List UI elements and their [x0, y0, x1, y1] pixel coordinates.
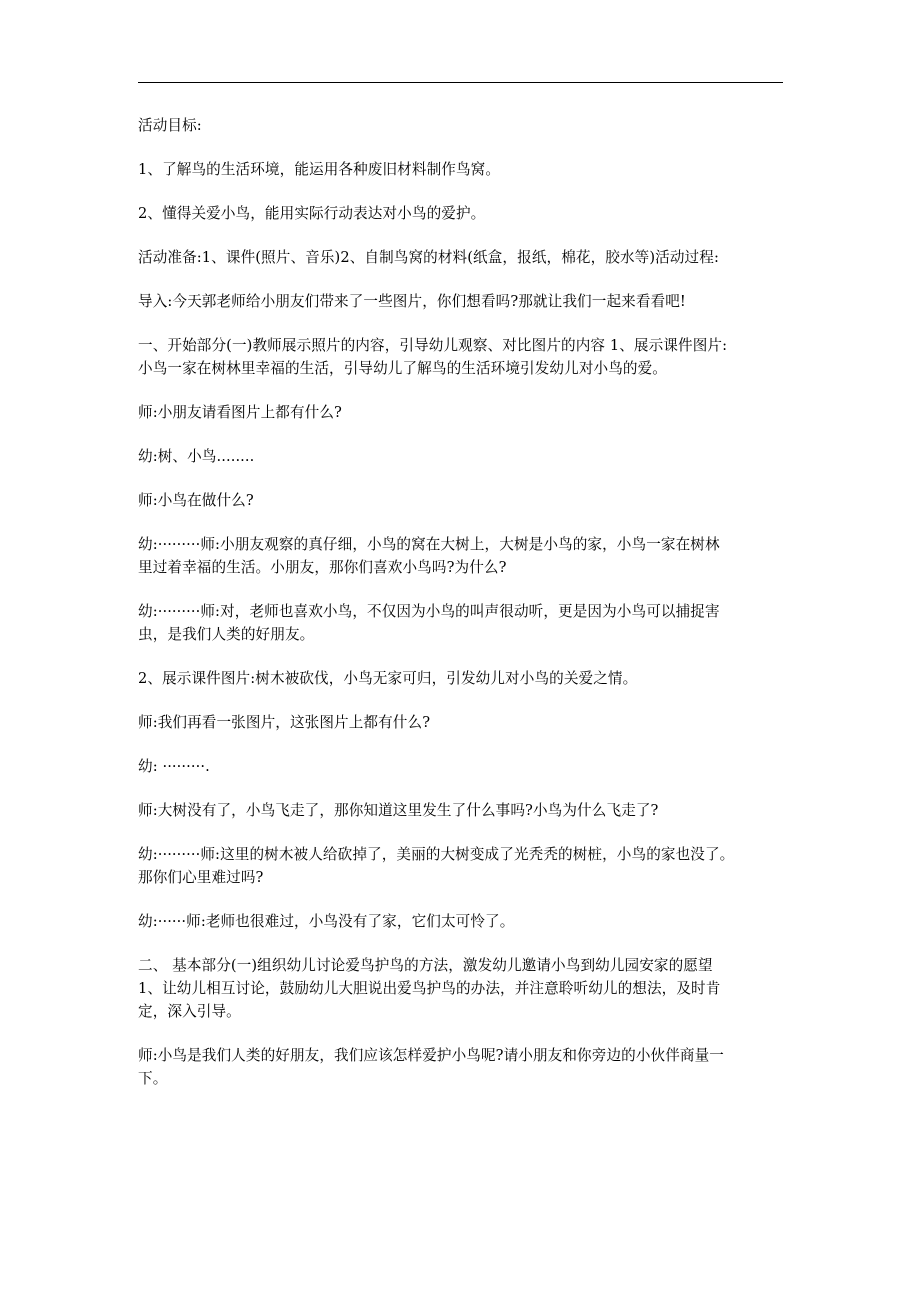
paragraph	[138, 334, 786, 380]
paragraph	[138, 202, 786, 225]
paragraph	[138, 489, 786, 512]
paragraph-line: 二、 基本部分(一)组织幼儿讨论爱鸟护鸟的方法，激发幼儿邀请小鸟到幼儿园安家的愿望	[138, 957, 713, 974]
paragraph-line: 导入:今天郭老师给小朋友们带来了一些图片，你们想看吗?那就让我们一起来看看吧!	[138, 293, 686, 310]
document-body	[138, 114, 786, 1111]
paragraph-line: 幼: ·········.	[138, 758, 210, 775]
paragraph-line: 幼:·········师:小朋友观察的真仔细，小鸟的窝在大树上，大树是小鸟的家，小鸟一家在树林	[138, 536, 720, 553]
paragraph	[138, 910, 786, 933]
paragraph	[138, 246, 786, 269]
header-rule	[138, 82, 783, 83]
paragraph-line: 虫，是我们人类的好朋友。	[138, 626, 315, 643]
paragraph	[138, 600, 786, 646]
paragraph-line: 幼:······师:老师也很难过，小鸟没有了家，它们太可怜了。	[138, 913, 515, 930]
paragraph-line: 师:我们再看一张图片，这张图片上都有什么?	[138, 714, 431, 731]
paragraph	[138, 843, 786, 889]
paragraph	[138, 401, 786, 424]
paragraph-line: 小鸟一家在树林里幸福的生活，引导幼儿了解鸟的生活环境引发幼儿对小鸟的爱。	[138, 360, 667, 377]
paragraph-line: 师:小鸟是我们人类的好朋友，我们应该怎样爱护小鸟呢?请小朋友和你旁边的小伙伴商量一	[138, 1047, 725, 1064]
paragraph-line: 1、了解鸟的生活环境，能运用各种废旧材料制作鸟窝。	[138, 161, 501, 178]
paragraph-line: 幼:·········师:对，老师也喜欢小鸟，不仅因为小鸟的叫声很动听，更是因为小鸟可以捕捉害	[138, 603, 720, 620]
paragraph-line: 师:小鸟在做什么?	[138, 492, 254, 509]
paragraph-line: 活动目标:	[138, 117, 202, 134]
paragraph	[138, 158, 786, 181]
paragraph	[138, 711, 786, 734]
paragraph-line: 下。	[138, 1070, 168, 1087]
paragraph-line: 师:小朋友请看图片上都有什么?	[138, 404, 342, 421]
paragraph-line: 里过着幸福的生活。小朋友，那你们喜欢小鸟吗?为什么?	[138, 559, 507, 576]
paragraph	[138, 755, 786, 778]
paragraph	[138, 533, 786, 579]
paragraph	[138, 114, 786, 137]
paragraph-line: 师:大树没有了，小鸟飞走了，那你知道这里发生了什么事吗?小鸟为什么飞走了?	[138, 802, 659, 819]
paragraph-line: 幼:树、小鸟........	[138, 448, 255, 465]
paragraph-line: 定，深入引导。	[138, 1003, 241, 1020]
paragraph	[138, 445, 786, 468]
paragraph-line: 活动准备:1、课件(照片、音乐)2、自制鸟窝的材料(纸盒，报纸，棉花，胶水等)活动过程:	[138, 249, 719, 266]
paragraph	[138, 290, 786, 313]
paragraph-line: 2、展示课件图片:树木被砍伐，小鸟无家可归，引发幼儿对小鸟的关爱之情。	[138, 670, 638, 687]
paragraph-line: 2、懂得关爱小鸟，能用实际行动表达对小鸟的爱护。	[138, 205, 486, 222]
paragraph-line: 一、开始部分(一)教师展示照片的内容，引导幼儿观察、对比图片的内容 1、展示课件图片:	[138, 337, 728, 354]
paragraph-line: 那你们心里难过吗?	[138, 869, 264, 886]
paragraph	[138, 954, 786, 1023]
paragraph	[138, 1044, 786, 1090]
paragraph	[138, 667, 786, 690]
paragraph	[138, 799, 786, 822]
paragraph-line: 幼:·········师:这里的树木被人给砍掉了，美丽的大树变成了光秃秃的树桩，小鸟的家也没了。	[138, 846, 735, 863]
paragraph-line: 1、让幼儿相互讨论，鼓励幼儿大胆说出爱鸟护鸟的办法，并注意聆听幼儿的想法，及时肯	[138, 980, 721, 997]
